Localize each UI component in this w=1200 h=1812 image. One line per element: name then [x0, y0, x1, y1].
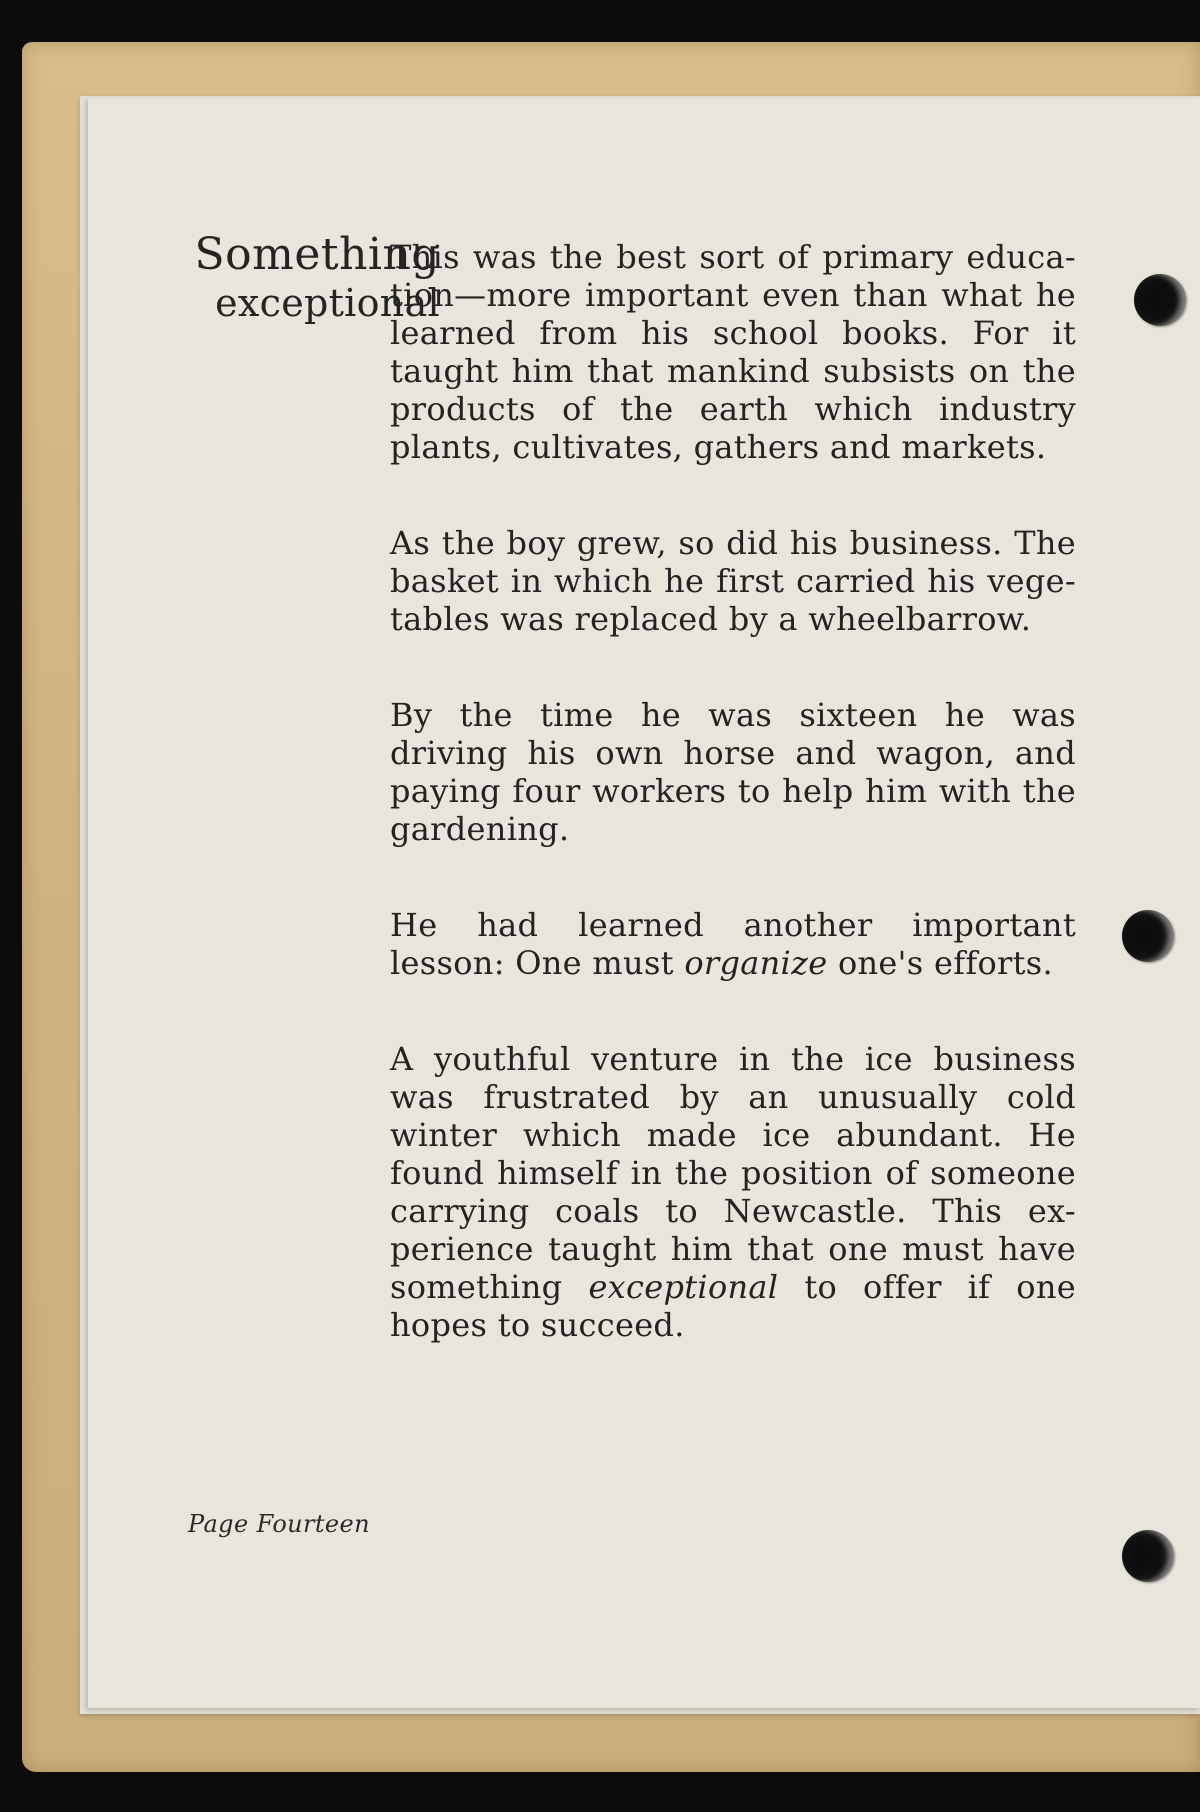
paragraph-4-end: one's efforts.	[827, 944, 1053, 982]
page-number: Page Fourteen	[188, 1510, 371, 1538]
punch-hole-bottom	[1122, 1530, 1174, 1582]
paragraph-3: By the time he was sixteen he was driving his own horse and wagon, and paying four workers to help him with the gardening.	[390, 696, 1076, 848]
paragraph-5	[390, 1040, 1076, 1344]
paragraph-4-emphasis: organize	[684, 944, 828, 982]
punch-hole-top	[1134, 274, 1186, 326]
paragraph-5-start: A youthful venture in the ice business was frustrated by an unusually cold winter which made ice abundant. He found himself in the position of someone carrying coals to Newcastle. This ex-perience taught him that one must have something	[390, 1040, 1076, 1306]
paragraph-4-start: He had learned another important lesson: One must	[390, 906, 1076, 982]
paragraph-2: As the boy grew, so did his business. The basket in which he first carried his vege-tables was replaced by a wheelbarrow.	[390, 524, 1076, 638]
paragraph-5-emphasis: exceptional	[588, 1268, 779, 1306]
punch-hole-middle	[1122, 910, 1174, 962]
paragraph-4	[390, 906, 1076, 982]
booklet-page	[88, 98, 1200, 1708]
paragraph-5-end: to offer if one hopes to succeed.	[390, 1268, 1076, 1344]
body-text	[390, 238, 1076, 1402]
margin-heading-line1: Something	[194, 229, 440, 280]
paragraph-1: This was the best sort of primary educa-tion—more important even than what he learned from his school books. For it taught him that mankind subsists on the products of the earth which industry plants, cultivates, gathers and markets.	[390, 238, 1076, 466]
margin-heading-line2: exceptional	[215, 281, 440, 325]
